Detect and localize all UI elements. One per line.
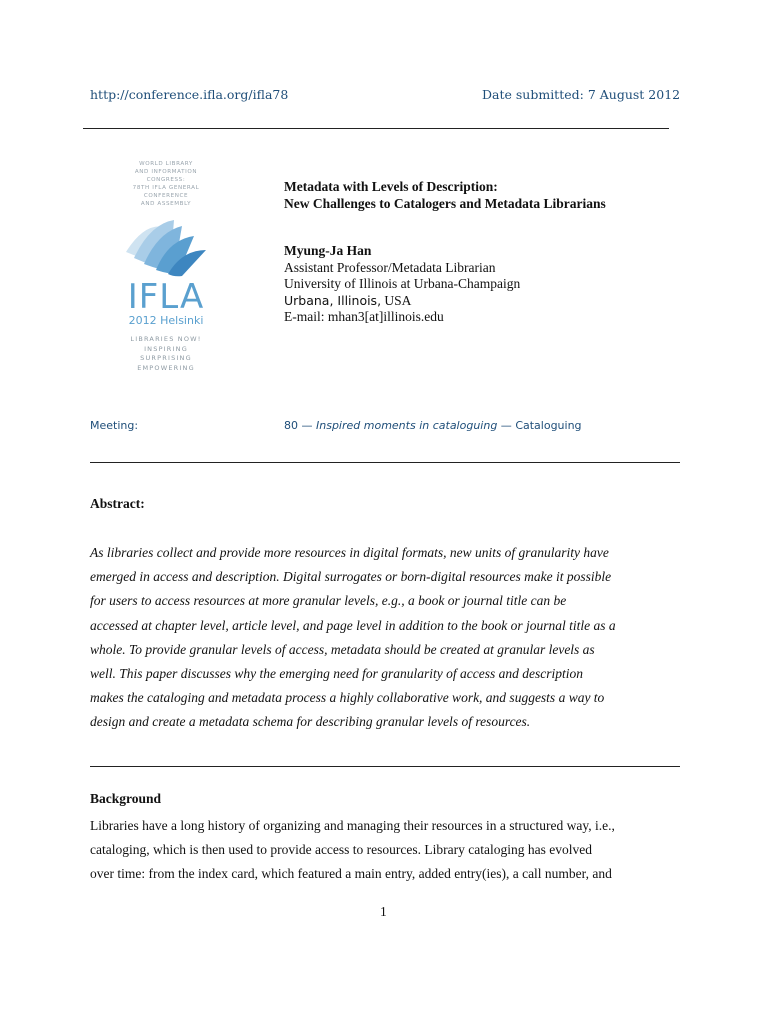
logo-top-line: 78TH IFLA GENERAL bbox=[132, 185, 200, 191]
background-line: Libraries have a long history of organizing and managing their resources in a structured way, i.e., bbox=[90, 818, 615, 833]
abstract-line: As libraries collect and provide more resources in digital formats, new units of granularity have bbox=[90, 545, 609, 560]
ifla-2012-logo bbox=[116, 160, 216, 390]
author-position: Assistant Professor/Metadata Librarian bbox=[284, 259, 496, 275]
abstract-line: accessed at chapter level, article level, and page level in addition to the book or journal title as a bbox=[90, 617, 616, 633]
title-line-1: Metadata with Levels of Description: bbox=[284, 179, 498, 194]
book-pages-icon bbox=[116, 210, 216, 280]
author-institution: University of Illinois at Urbana-Champaign bbox=[284, 276, 521, 291]
abstract-line: makes the cataloging and metadata process a highly collaborative work, and suggests a way to bbox=[90, 690, 605, 706]
author-country: USA bbox=[384, 292, 412, 308]
paper-title bbox=[284, 178, 606, 212]
abstract-line: whole. To provide granular levels of access, metadata should be created at granular levels as bbox=[90, 641, 595, 657]
author-name: Myung-Ja Han bbox=[284, 243, 372, 258]
page-number: 1 bbox=[380, 904, 387, 919]
background-line: over time: from the index card, which featured a main entry, added entry(ies), a call number, and bbox=[90, 866, 612, 882]
meeting-label: Meeting: bbox=[90, 419, 139, 432]
abstract-line: well. This paper discusses why the emerging need for granularity of access and description bbox=[90, 666, 583, 682]
author-city: Urbana, Illinois, bbox=[284, 292, 382, 308]
meeting-number: 80 bbox=[284, 419, 298, 432]
logo-tagline: EMPOWERING bbox=[137, 363, 195, 372]
abstract-body bbox=[90, 541, 690, 735]
conference-url[interactable]: http://conference.ifla.org/ifla78 bbox=[90, 87, 289, 102]
meeting-dash: — bbox=[497, 419, 516, 432]
logo-tagline: LIBRARIES NOW! bbox=[130, 335, 202, 343]
meeting-info bbox=[284, 419, 582, 432]
background-line: cataloging, which is then used to provide access to resources. Library cataloging has evolved bbox=[90, 842, 592, 858]
title-line-2: New Challenges to Catalogers and Metadata Librarians bbox=[284, 196, 606, 211]
header-divider bbox=[83, 128, 669, 129]
logo-wordmark: IFLA bbox=[127, 277, 205, 317]
abstract-heading: Abstract: bbox=[90, 496, 145, 511]
background-body bbox=[90, 814, 690, 887]
abstract-line: design and create a metadata schema for describing granular levels of resources. bbox=[90, 714, 531, 730]
logo-tagline: INSPIRING bbox=[144, 344, 188, 353]
author-block bbox=[284, 243, 520, 326]
logo-top-line: AND ASSEMBLY bbox=[140, 201, 192, 207]
background-heading: Background bbox=[90, 791, 162, 806]
author-email[interactable]: E-mail: mhan3[at]illinois.edu bbox=[284, 309, 444, 324]
logo-top-line: CONGRESS: bbox=[146, 177, 186, 183]
logo-tagline: SURPRISING bbox=[140, 354, 192, 362]
logo-top-line: AND INFORMATION bbox=[134, 169, 198, 175]
author-location bbox=[284, 293, 520, 310]
meeting-section: Cataloguing bbox=[515, 419, 582, 432]
abstract-line: for users to access resources at more granular levels, e.g., a book or journal title can be bbox=[90, 593, 567, 609]
logo-subtitle: 2012 Helsinki bbox=[128, 314, 204, 327]
meeting-dash: — bbox=[298, 419, 316, 432]
abstract-line: emerged in access and description. Digital surrogates or born-digital resources make it possible bbox=[90, 569, 612, 585]
abstract-divider bbox=[90, 766, 680, 767]
meeting-session-title: Inspired moments in cataloguing bbox=[316, 419, 498, 432]
date-submitted: Date submitted: 7 August 2012 bbox=[482, 87, 681, 102]
logo-top-line: WORLD LIBRARY bbox=[139, 161, 193, 167]
meeting-divider bbox=[90, 462, 680, 463]
logo-top-line: CONFERENCE bbox=[143, 193, 189, 199]
